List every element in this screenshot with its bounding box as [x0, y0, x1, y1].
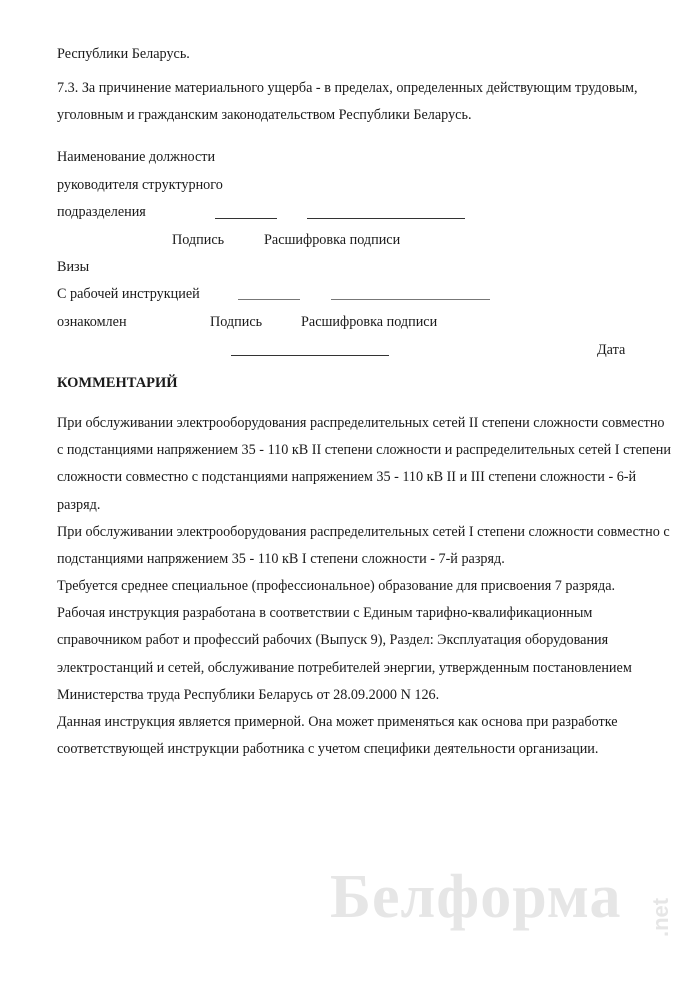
date-label: Дата	[597, 342, 626, 358]
comment-line: Министерства труда Республики Беларусь от 28.09.2000 N 126.	[57, 687, 440, 703]
acquainted-decoding-line	[331, 299, 490, 300]
intro-line: Республики Беларусь.	[57, 46, 190, 62]
comment-line: При обслуживании электрооборудования распределительных сетей II степени сложности совместно	[57, 415, 665, 431]
comment-line: электростанций и сетей, обслуживание потребителей энергии, утвержденным постановлением	[57, 660, 632, 676]
watermark-suffix: .net	[648, 897, 673, 937]
acquainted-line-2: ознакомлен	[57, 314, 127, 330]
comment-line: Данная инструкция является примерной. Она может применяться как основа при разработке	[57, 714, 618, 730]
watermark-logo: Белформа	[330, 863, 622, 931]
comment-line: справочником работ и профессий рабочих (Выпуск 9), Раздел: Эксплуатация оборудования	[57, 632, 609, 648]
comment-line: соответствующей инструкции работника с учетом специфики деятельности организации.	[57, 741, 599, 757]
comment-line: сложности совместно с подстанциями напряжением 35 - 110 кВ II и III степени сложности - 6-й	[57, 469, 637, 485]
acquainted-decoding-caption: Расшифровка подписи	[301, 314, 438, 330]
visas-label: Визы	[57, 259, 90, 275]
acquainted-signature-caption: Подпись	[210, 314, 263, 330]
paragraph-7-3-line-1: 7.3. За причинение материального ущерба - в пределах, определенных действующим трудовым,	[57, 80, 638, 96]
position-title-line-3: подразделения	[57, 204, 146, 220]
comment-line: с подстанциями напряжением 35 - 110 кВ II степени сложности и распределительных сетей I степени	[57, 442, 671, 458]
comment-line: Требуется среднее специальное (профессиональное) образование для присвоения 7 разряда.	[57, 578, 616, 594]
date-line	[231, 355, 389, 356]
position-title-line-2: руководителя структурного	[57, 177, 223, 193]
comment-line: разряд.	[57, 497, 101, 513]
comment-heading: КОММЕНТАРИЙ	[57, 375, 178, 391]
comment-line: подстанциями напряжением 35 - 110 кВ I степени сложности - 7-й разряд.	[57, 551, 505, 567]
position-title-line-1: Наименование должности	[57, 149, 216, 165]
paragraph-7-3-line-2: уголовным и гражданским законодательством Республики Беларусь.	[57, 107, 472, 123]
comment-line: При обслуживании электрооборудования распределительных сетей I степени сложности совместно с	[57, 524, 670, 540]
acquainted-signature-line	[238, 299, 300, 300]
signature-caption: Подпись	[172, 232, 225, 248]
signature-decoding-caption: Расшифровка подписи	[264, 232, 401, 248]
signature-decoding-line	[307, 218, 465, 219]
signature-line	[215, 218, 277, 219]
comment-line: Рабочая инструкция разработана в соответствии с Единым тарифно-квалификационным	[57, 605, 593, 621]
acquainted-line-1: С рабочей инструкцией	[57, 286, 200, 302]
